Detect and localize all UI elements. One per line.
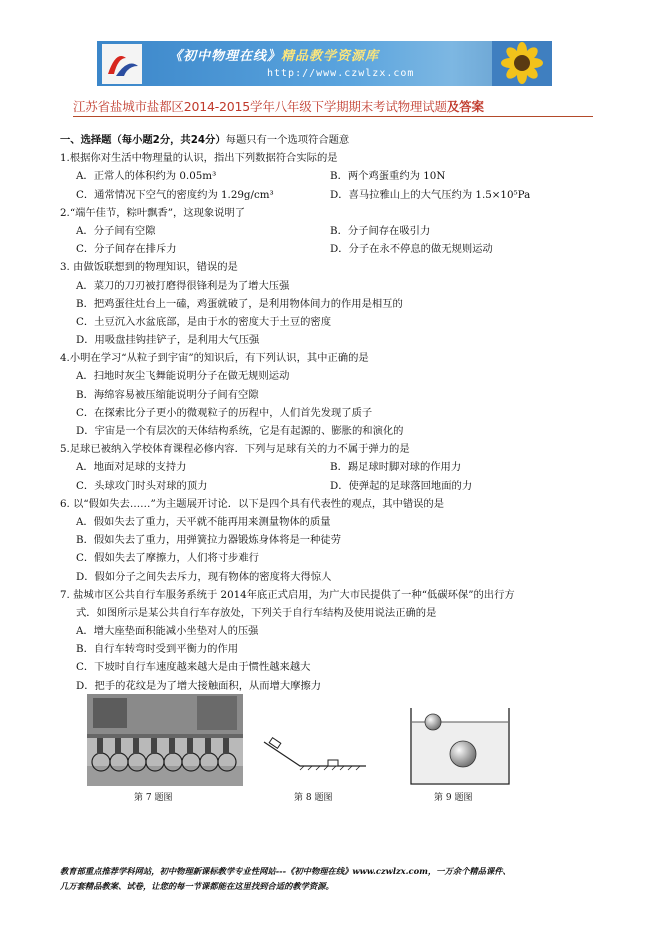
option: A．分子间有空隙 <box>76 224 156 237</box>
document-title: 江苏省盐城市盐都区2014-2015学年八年级下学期期末考试物理试题及答案 <box>73 99 484 114</box>
figure-7-caption: 第 7 题图 <box>134 793 173 803</box>
option: A．正常人的体积约为 0.05m³ <box>76 170 217 183</box>
incline-block-diagram <box>260 736 370 776</box>
site-logo-icon <box>102 44 142 84</box>
option: B．自行车转弯时受到平衡力的作用 <box>76 643 239 656</box>
question-stem: 1.根据你对生活中物理量的认识，指出下列数据符合实际的是 <box>60 152 338 165</box>
question-stem: 6. 以“假如失去……”为主题展开讨论．以下是四个具有代表性的观点，其中错误的是 <box>60 497 445 510</box>
option: D．用吸盘挂钩挂铲子，是利用大气压强 <box>76 334 260 347</box>
section-note: 每题只有一个选项符合题意 <box>225 134 350 146</box>
question-stem: 3. 由做饭联想到的物理知识，错误的是 <box>60 261 238 274</box>
question-stem-continued: 式．如图所示是某公共自行车存放处，下列关于自行车结构及使用说法正确的是 <box>76 606 437 619</box>
banner-url: http://www.czwlzx.com <box>267 68 415 79</box>
figure-8-caption: 第 8 题图 <box>294 793 333 803</box>
option: A．地面对足球的支持力 <box>76 461 187 474</box>
option-row <box>60 240 620 258</box>
option: D．把手的花纹是为了增大接触面积，从而增大摩擦力 <box>76 679 322 692</box>
banner-subtitle: 精品教学资源库 <box>281 49 380 64</box>
page-footer <box>60 864 620 894</box>
question-stem: 2.“端午佳节，粽叶飘香”，这现象说明了 <box>60 206 246 219</box>
option: C．在探索比分子更小的微观粒子的历程中，人们首先发现了质子 <box>76 406 373 419</box>
option: D．假如分子之间失去斥力，现有物体的密度将大得惊人 <box>76 570 332 583</box>
option: D．宇宙是一个有层次的天体结构系统，它是有起源的、膨胀的和演化的 <box>76 425 404 437</box>
beaker-balls-diagram <box>405 704 515 786</box>
option: A．菜刀的刀刃被打磨得很锋利是为了增大压强 <box>76 279 290 292</box>
option-row <box>60 167 620 185</box>
option: B．分子间存在吸引力 <box>330 224 431 237</box>
question-list <box>60 131 620 695</box>
title-divider <box>73 116 593 117</box>
option: C．通常情况下空气的密度约为 1.29g/cm³ <box>76 188 274 201</box>
option: B．两个鸡蛋重约为 10N <box>330 170 446 183</box>
site-banner <box>97 41 552 86</box>
option: B．假如失去了重力，用弹簧拉力器锻炼身体将是一种徒劳 <box>76 534 341 547</box>
option: A．假如失去了重力，天平就不能再用来测量物体的质量 <box>76 515 331 528</box>
title-suffix: 及答案 <box>446 99 484 114</box>
option: B．踢足球时脚对球的作用力 <box>330 461 462 474</box>
option: C．分子间存在排斥力 <box>76 243 177 256</box>
option: A．扫地时灰尘飞舞能说明分子在做无规则运动 <box>76 370 290 383</box>
option: C．假如失去了摩擦力，人们将寸步难行 <box>76 552 259 565</box>
option: C．土豆沉入水盆底部，是由于水的密度大于土豆的密度 <box>76 315 332 328</box>
banner-title: 《初中物理在线》精品教学资源库 <box>169 49 380 64</box>
option: D．分子在永不停息的做无规则运动 <box>330 243 493 256</box>
option: C．头球攻门时头对球的顶力 <box>76 479 208 492</box>
option-row <box>60 458 620 476</box>
bicycle-rack-photo <box>87 694 243 786</box>
option-row <box>60 222 620 240</box>
footer-line-2: 几万套精品教案、试卷，让您的每一节课都能在这里找到合适的教学资源。 <box>60 881 334 891</box>
question-stem: 4.小明在学习“从粒子到宇宙”的知识后，有下列认识，其中正确的是 <box>60 352 369 365</box>
option: C．下坡时自行车速度越来越大是由于惯性越来越大 <box>76 661 311 674</box>
option: B．海绵容易被压缩能说明分子间有空隙 <box>76 388 259 401</box>
option: A．增大座垫面积能减小坐垫对人的压强 <box>76 625 259 638</box>
option-row <box>60 477 620 495</box>
option: B．把鸡蛋往灶台上一磕，鸡蛋就破了，是利用物体间力的作用是相互的 <box>76 297 403 310</box>
section-heading: 一、选择题（每小题2分，共24分）每题只有一个选项符合题意 <box>60 134 350 146</box>
option: D．使弹起的足球落回地面的力 <box>330 479 473 492</box>
question-stem: 5.足球已被纳入学校体育课程必修内容．下列与足球有关的力不属于弹力的是 <box>60 443 410 456</box>
option-row <box>60 186 620 204</box>
option: D．喜马拉雅山上的大气压约为 1.5×10⁵Pa <box>330 188 531 201</box>
question-stem: 7. 盐城市区公共自行车服务系统于 2014年底正式启用，为广大市民提供了一种“低碳环保”的出行方 <box>60 588 515 601</box>
figures-row <box>60 694 600 804</box>
footer-line-1: 教育部重点推荐学科网站，初中物理新课标教学专业性网站---《初中物理在线》www.czwlzx.com，一万余个精品课件、 <box>60 866 511 876</box>
sunflower-icon <box>492 41 552 86</box>
figure-9-caption: 第 9 题图 <box>434 793 473 803</box>
